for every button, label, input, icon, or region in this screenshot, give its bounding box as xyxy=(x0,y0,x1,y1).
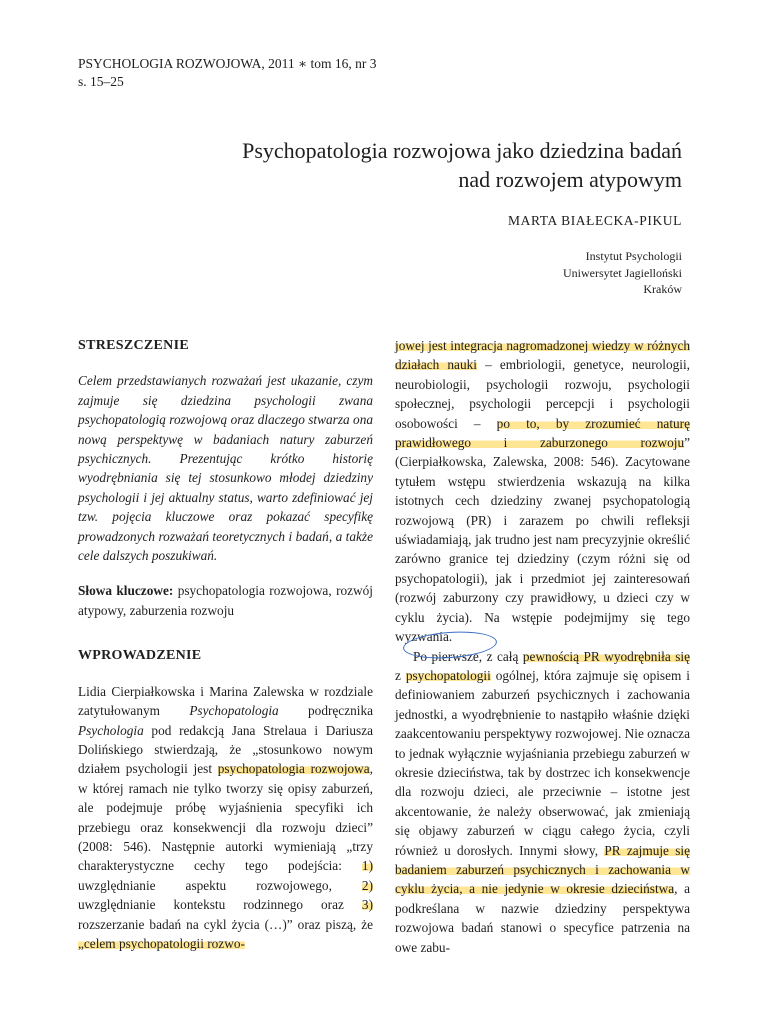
left-column xyxy=(78,336,373,953)
body-text: , z całą xyxy=(478,648,523,664)
affiliation xyxy=(563,248,682,298)
intro-text: uwzględnianie aspektu rozwojowego, xyxy=(78,877,362,893)
journal-header xyxy=(78,55,377,91)
affiliation-city: Kraków xyxy=(643,282,682,296)
intro-text: pod redakcją Jana Strelaua i Dariusza Dolińskiego stwierdzają, że „stosunkowo nowym działem psychologii jest xyxy=(78,722,373,777)
keywords-list: psychopatologia rozwojowa, rozwój atypowy, zaburzenia rozwoju xyxy=(78,583,373,618)
body-text: , a podkreślana w nazwie dziedziny perspektywa rozwojowa badań stanowi o specyfice patrzenia na owe zabu- xyxy=(395,881,690,955)
chapter-title: Psychopatologia xyxy=(189,703,279,719)
intro-text: , w której ramach nie tylko tworzy się opisy zaburzeń, ale podejmuje próbę wyjaśnienia specyfiki ich przebiegu oraz konsekwencji dla rozwoju dzieci” (2008: 546). Następnie autorki wymieniają „trzy charakterystyczne cechy tego podejścia: xyxy=(78,761,373,874)
affiliation-institute: Instytut Psychologii xyxy=(585,249,682,263)
highlight: pewnością PR wyodrębniła się xyxy=(522,648,690,664)
intro-heading: WPROWADZENIE xyxy=(78,648,202,664)
highlight: 2) xyxy=(361,877,373,893)
page-range: s. 15–25 xyxy=(78,74,124,89)
article-title xyxy=(82,136,682,194)
highlight: PR zajmuje się badaniem zaburzeń psychicznych i zachowania w cyklu życia, a nie jedynie w okresie dzieciństwa xyxy=(395,842,691,897)
highlight: 3) xyxy=(361,897,373,913)
body-paragraph-1 xyxy=(395,336,690,647)
highlight: „celem psychopatologii rozwo- xyxy=(78,935,245,951)
body-text: – embriologii, genetyce, neurologii, neurobiologii, psychologii rozwoju, psychologii społecznej, psychologii percepcji i psychologii osobowości – xyxy=(395,357,690,431)
keywords-label: Słowa kluczowe: xyxy=(78,583,174,599)
body-text: ” (Cierpiałkowska, Zalewska, 2008: 546). Zacytowane tytułem wstępu stwierdzenia wskazują na kilka istotnych cech dziedziny zwanej psychopatologią rozwojową (PR) i zarazem po chwili refleksji uświadamiają, jak trudno jest nam precyzyjnie określić zarówno granice tej dziedziny (czym różni się od psychopatologii), jak i przedmiot jej zainteresowań (rozwój zaburzony czy prawidłowy, u dzieci czy w cyklu życia). Na wstępie podejmijmy się tego wyzwania. xyxy=(395,435,690,645)
highlight: 1) xyxy=(361,858,373,874)
abstract-text: Celem przedstawianych rozważań jest ukazanie, czym zajmuje się dziedzina psychologii zwana psychopatologią rozwojową oraz dlaczego stwarza ona nową perspektywę w badaniach natury zaburzeń psychicznych. Prezentując krótko historię wyodrębniania się tej stosunkowo młodej dziedziny psychologii i jej aktualny status, warto zdefiniować jej tzw. pojęcia kluczowe oraz pokazać specyfikę prowadzonych rozważań teoretycznych i badań, a także cele dalszych poszukiwań. xyxy=(78,373,373,564)
intro-text: uwzględnianie kontekstu rodzinnego oraz xyxy=(78,897,362,913)
author-name: MARTA BIAŁECKA-PIKUL xyxy=(508,213,682,228)
circled-phrase: Po pierwsze xyxy=(413,648,479,664)
body-paragraph-2 xyxy=(395,647,690,958)
body-text: ogólnej, która zajmuje się opisem i definiowaniem zaburzeń psychicznych i zachowania jednostki, a wyodrębnienie to nastąpiło właśnie dzięki zaakcentowaniu perspektywy rozwojowej. Nie oznacza to jednak wyłącznie wyjaśniania przebiegu zaburzeń w okresie dzieciństwa, tak by dostrzec ich konsekwencje dla rozwoju dzieci, ale przeciwnie – istotne jest akcentowanie, że należy obserwować, jak zmieniają się objawy zaburzeń w ciągu całego życia, czyli również u dorosłych. Innymi słowy, xyxy=(395,667,690,858)
journal-title: PSYCHOLOGIA ROZWOJOWA, 2011 ∗ tom 16, nr 3 xyxy=(78,56,377,71)
intro-text: podręcznika xyxy=(278,703,373,719)
highlight: jowej jest integracja nagromadzonej wiedzy w różnych działach nauki xyxy=(395,338,690,373)
title-line-2: nad rozwojem atypowym xyxy=(458,167,682,192)
body-text: z xyxy=(395,667,406,683)
highlight: psychopatologia rozwojowa xyxy=(217,761,370,777)
keywords xyxy=(78,581,373,620)
intro-text: rozszerzanie badań na cykl życia (…)” oraz piszą, że xyxy=(78,916,373,932)
abstract-heading: STRESZCZENIE xyxy=(78,338,189,353)
intro-text: Lidia Cierpiałkowska i Marina Zalewska w rozdziale zatytułowanym xyxy=(78,683,373,719)
book-title: Psychologia xyxy=(78,722,144,738)
affiliation-university: Uniwersytet Jagielloński xyxy=(563,265,682,280)
title-line-1: Psychopatologia rozwojowa jako dziedzina badań xyxy=(242,138,682,163)
highlight: psychopatologii xyxy=(405,667,491,683)
highlight: po to, by zrozumieć naturę prawidłowego i zaburzonego rozwoju xyxy=(395,415,690,451)
intro-paragraph xyxy=(78,682,373,954)
